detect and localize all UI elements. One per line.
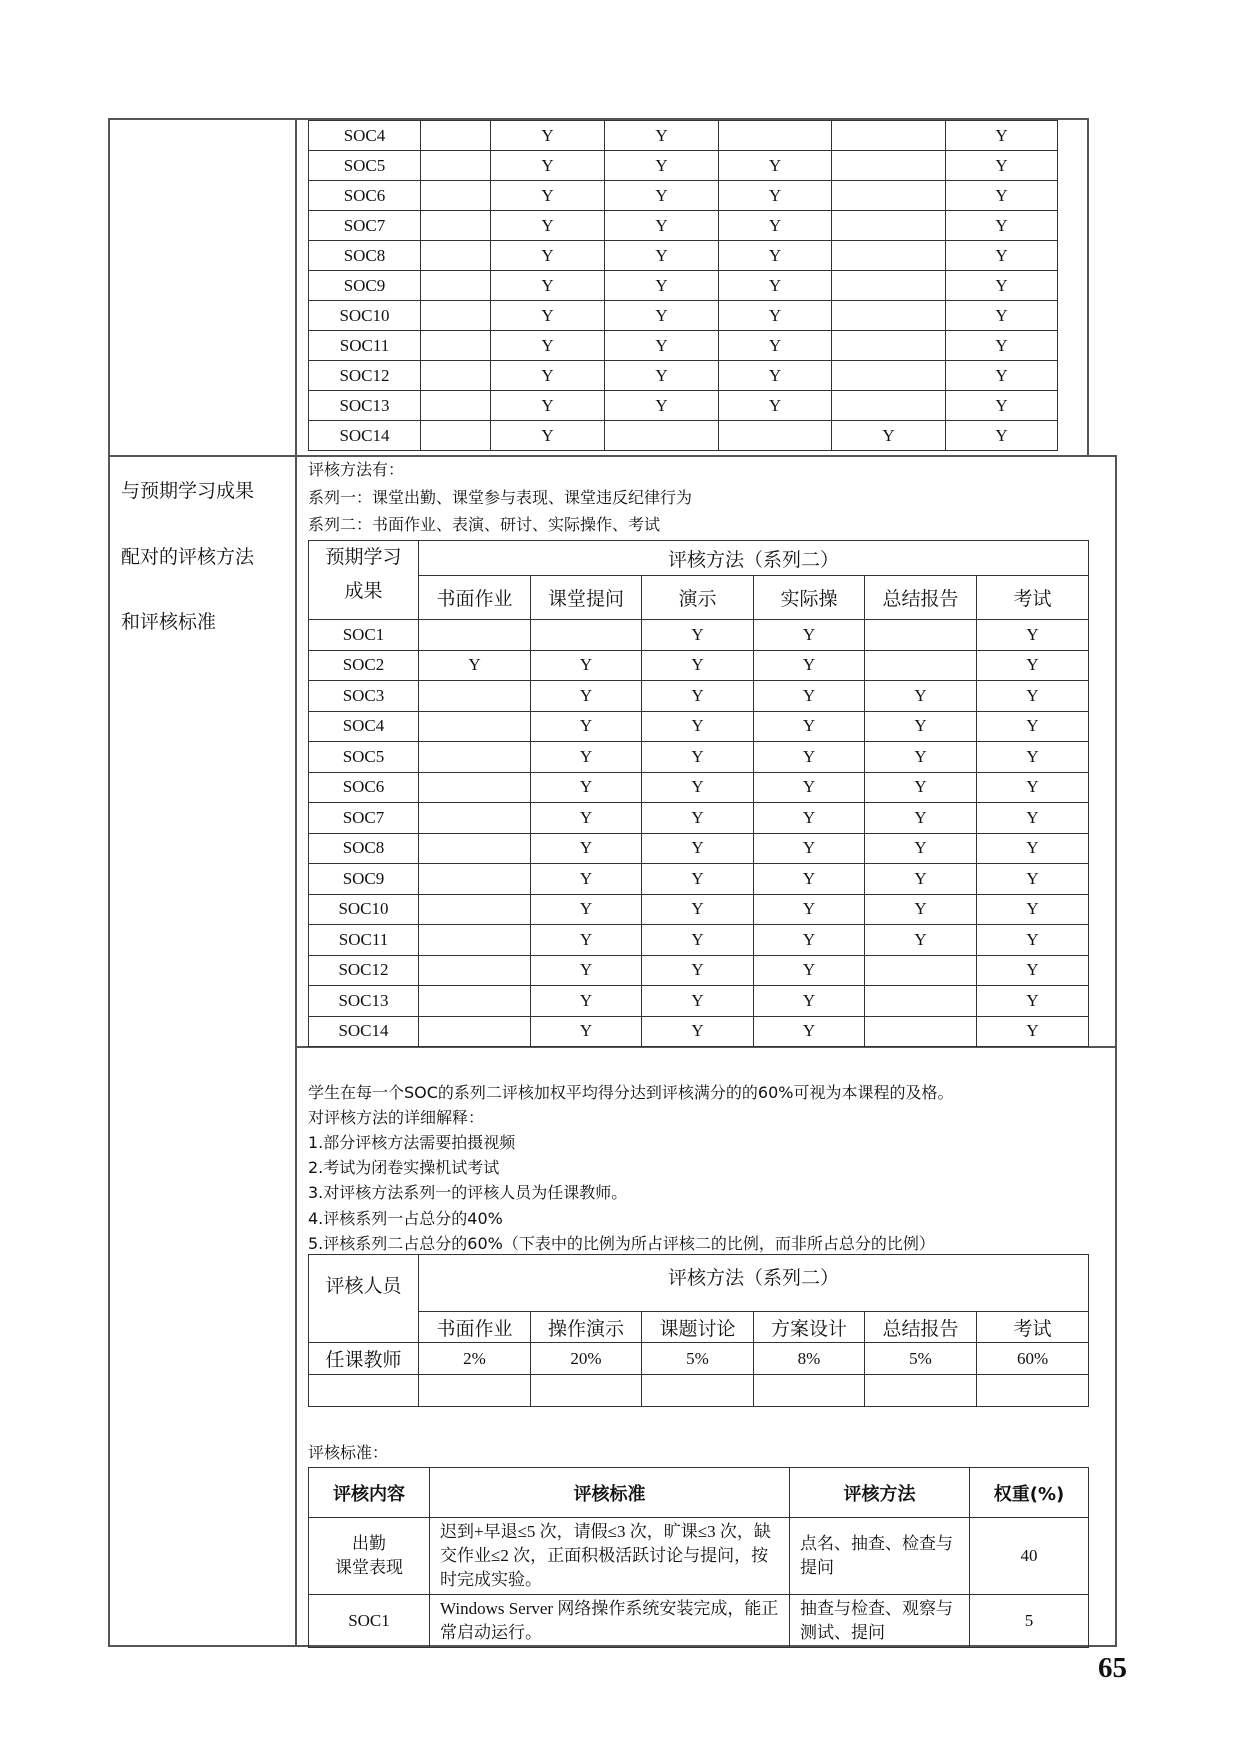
mark-cell — [419, 711, 531, 742]
mark-cell: Y — [946, 421, 1058, 451]
mark-cell: Y — [946, 301, 1058, 331]
table-row — [309, 1595, 1089, 1648]
criteria-table — [308, 1467, 1089, 1648]
soc-cell: SOC7 — [309, 803, 419, 834]
mark-cell — [605, 421, 719, 451]
mark-cell: Y — [977, 772, 1089, 803]
column-header: 演示 — [642, 576, 754, 620]
mark-cell: Y — [719, 181, 832, 211]
weight-cell: 40 — [970, 1518, 1089, 1595]
mark-cell: Y — [865, 833, 977, 864]
mark-cell: Y — [491, 241, 605, 271]
weight-cell: 8% — [754, 1343, 865, 1375]
mark-cell: Y — [605, 361, 719, 391]
mark-cell: Y — [642, 803, 754, 834]
table-row — [309, 711, 1089, 742]
mark-cell: Y — [531, 681, 642, 712]
mark-cell — [421, 331, 491, 361]
table-row — [309, 241, 1058, 271]
mark-cell: Y — [977, 742, 1089, 773]
methods-intro: 评核方法有： — [308, 460, 405, 479]
mark-cell: Y — [946, 331, 1058, 361]
weight-cell — [977, 1375, 1089, 1407]
column-header: 书面作业 — [419, 1312, 531, 1343]
mark-cell — [419, 833, 531, 864]
mark-cell — [421, 181, 491, 211]
note-line: 对评核方法的详细解释： — [308, 1108, 485, 1127]
mark-cell — [421, 421, 491, 451]
mark-cell: Y — [642, 1016, 754, 1047]
mark-cell — [832, 211, 946, 241]
mark-cell: Y — [977, 925, 1089, 956]
mark-cell — [419, 681, 531, 712]
mark-cell: Y — [531, 772, 642, 803]
weight-cell: 2% — [419, 1343, 531, 1375]
weight-cell — [419, 1375, 531, 1407]
note-line: 1.部分评核方法需要拍摄视频 — [308, 1133, 516, 1152]
soc-cell: SOC11 — [309, 331, 421, 361]
content-cell: 出勤 课堂表现 — [309, 1518, 430, 1595]
mark-cell — [421, 271, 491, 301]
mark-cell: Y — [754, 1016, 865, 1047]
note-line: 3.对评核方法系列一的评核人员为任课教师。 — [308, 1183, 628, 1202]
table-row — [309, 742, 1089, 773]
column-header: 课题讨论 — [642, 1312, 754, 1343]
mark-cell: Y — [865, 711, 977, 742]
frame-left — [108, 118, 110, 1647]
mark-cell — [832, 331, 946, 361]
soc-cell: SOC6 — [309, 181, 421, 211]
corner-line: 成果 — [344, 581, 383, 602]
column-header: 评核标准 — [430, 1468, 790, 1518]
column-header: 方案设计 — [754, 1312, 865, 1343]
mark-cell: Y — [719, 151, 832, 181]
section-label-line: 和评核标准 — [121, 611, 217, 633]
soc-cell: SOC4 — [309, 121, 421, 151]
weight-cell — [642, 1375, 754, 1407]
table-row — [309, 151, 1058, 181]
mark-cell: Y — [754, 803, 865, 834]
mark-cell — [719, 421, 832, 451]
mark-cell: Y — [531, 1016, 642, 1047]
weight-cell: 5% — [642, 1343, 754, 1375]
soc-cell: SOC6 — [309, 772, 419, 803]
column-header: 考试 — [977, 1312, 1089, 1343]
mark-cell: Y — [531, 650, 642, 681]
mark-cell — [419, 772, 531, 803]
role-cell — [309, 1375, 419, 1407]
soc-cell: SOC2 — [309, 650, 419, 681]
table-row — [309, 986, 1089, 1017]
soc-cell: SOC12 — [309, 955, 419, 986]
methods-series-one: 系列一：课堂出勤、课堂参与表现、课堂违反纪律行为 — [308, 488, 693, 507]
soc-cell: SOC10 — [309, 301, 421, 331]
corner-header — [309, 541, 419, 620]
table-row — [309, 772, 1089, 803]
table-row — [309, 833, 1089, 864]
mark-cell: Y — [642, 864, 754, 895]
soc-cell: SOC8 — [309, 241, 421, 271]
mark-cell: Y — [865, 742, 977, 773]
mark-cell — [865, 620, 977, 651]
mark-cell — [865, 650, 977, 681]
mark-cell: Y — [977, 681, 1089, 712]
weight-cell: 20% — [531, 1343, 642, 1375]
mark-cell: Y — [642, 955, 754, 986]
weight-corner: 评核人员 — [309, 1255, 419, 1343]
criteria-title: 评核标准： — [308, 1443, 389, 1462]
mark-cell: Y — [719, 271, 832, 301]
mark-cell — [832, 181, 946, 211]
mark-cell: Y — [605, 241, 719, 271]
soc-cell: SOC14 — [309, 421, 421, 451]
mark-cell — [419, 864, 531, 895]
weight-cell: 5 — [970, 1595, 1089, 1648]
mark-cell: Y — [719, 391, 832, 421]
soc-cell: SOC7 — [309, 211, 421, 241]
mark-cell: Y — [865, 772, 977, 803]
mark-cell — [865, 955, 977, 986]
mark-cell: Y — [605, 271, 719, 301]
table-row — [309, 421, 1058, 451]
mark-cell: Y — [977, 650, 1089, 681]
mark-cell: Y — [865, 894, 977, 925]
mark-cell: Y — [605, 211, 719, 241]
mark-cell: Y — [946, 211, 1058, 241]
table-row — [309, 121, 1058, 151]
mark-cell: Y — [531, 955, 642, 986]
page-number: 65 — [1098, 1652, 1127, 1684]
mark-cell: Y — [946, 361, 1058, 391]
soc-cell: SOC5 — [309, 742, 419, 773]
mark-cell — [832, 301, 946, 331]
column-header: 评核内容 — [309, 1468, 430, 1518]
weight-table — [308, 1254, 1089, 1407]
mark-cell — [421, 211, 491, 241]
mark-cell: Y — [491, 151, 605, 181]
table-row — [309, 650, 1089, 681]
soc-cell: SOC9 — [309, 271, 421, 301]
weight-cell — [754, 1375, 865, 1407]
mark-cell: Y — [491, 391, 605, 421]
mark-cell: Y — [491, 271, 605, 301]
mark-cell — [719, 121, 832, 151]
weight-cell — [865, 1375, 977, 1407]
mark-cell: Y — [977, 894, 1089, 925]
table-row — [309, 894, 1089, 925]
mark-cell — [421, 241, 491, 271]
mark-cell: Y — [865, 925, 977, 956]
mark-cell — [832, 361, 946, 391]
table-row — [309, 361, 1058, 391]
mark-cell: Y — [754, 772, 865, 803]
mark-cell: Y — [531, 864, 642, 895]
mark-cell — [419, 925, 531, 956]
method-cell: 抽查与检查、观察与测试、提问 — [790, 1595, 970, 1648]
column-header: 考试 — [977, 576, 1089, 620]
mark-cell — [419, 742, 531, 773]
mark-cell: Y — [946, 121, 1058, 151]
table-row — [309, 211, 1058, 241]
column-header: 总结报告 — [865, 576, 977, 620]
mark-cell: Y — [719, 331, 832, 361]
mark-cell: Y — [865, 681, 977, 712]
mark-cell — [419, 986, 531, 1017]
mark-cell — [832, 241, 946, 271]
mark-cell: Y — [642, 620, 754, 651]
weight-cell: 5% — [865, 1343, 977, 1375]
note-line: 5.评核系列二占总分的60%（下表中的比例为所占评核二的比例，而非所占总分的比例） — [308, 1234, 935, 1253]
corner-line: 预期学习 — [325, 547, 402, 568]
table-row — [309, 1375, 1089, 1407]
mark-cell: Y — [977, 803, 1089, 834]
mark-cell: Y — [754, 681, 865, 712]
weight-cell — [531, 1375, 642, 1407]
soc-cell: SOC14 — [309, 1016, 419, 1047]
mark-cell: Y — [605, 301, 719, 331]
table-row — [309, 1016, 1089, 1047]
mark-cell: Y — [491, 421, 605, 451]
soc-cell: SOC13 — [309, 986, 419, 1017]
mark-cell: Y — [531, 833, 642, 864]
soc-mapping-table-continued — [308, 120, 1058, 451]
soc-cell: SOC10 — [309, 894, 419, 925]
mark-cell: Y — [977, 864, 1089, 895]
frame-row-line — [108, 455, 1117, 457]
mark-cell: Y — [491, 301, 605, 331]
table-row — [309, 925, 1089, 956]
mark-cell: Y — [642, 833, 754, 864]
mark-cell: Y — [531, 986, 642, 1017]
mark-cell: Y — [754, 833, 865, 864]
note-line: 2.考试为闭卷实操机试考试 — [308, 1158, 500, 1177]
pass-note: 学生在每一个SOC的系列二评核加权平均得分达到评核满分的的60%可视为本课程的及格。 — [308, 1083, 954, 1102]
frame-right-1 — [1087, 118, 1089, 456]
soc-cell: SOC13 — [309, 391, 421, 421]
mark-cell — [531, 620, 642, 651]
mark-cell: Y — [754, 711, 865, 742]
mark-cell: Y — [977, 620, 1089, 651]
method-cell: 点名、抽查、检查与提问 — [790, 1518, 970, 1595]
mark-cell: Y — [865, 864, 977, 895]
mark-cell: Y — [491, 331, 605, 361]
mark-cell: Y — [531, 711, 642, 742]
mark-cell: Y — [531, 894, 642, 925]
weight-cell: 60% — [977, 1343, 1089, 1375]
group-header: 评核方法（系列二） — [419, 541, 1089, 576]
mark-cell — [419, 894, 531, 925]
mark-cell: Y — [531, 742, 642, 773]
table-row — [309, 391, 1058, 421]
note-line: 4.评核系列一占总分的40% — [308, 1209, 503, 1228]
mark-cell: Y — [642, 772, 754, 803]
mark-cell — [419, 803, 531, 834]
weight-group-header: 评核方法（系列二） — [419, 1255, 1089, 1312]
mark-cell — [421, 301, 491, 331]
table-row — [309, 803, 1089, 834]
column-header: 书面作业 — [419, 576, 531, 620]
soc-cell: SOC12 — [309, 361, 421, 391]
mark-cell — [419, 1016, 531, 1047]
mark-cell: Y — [491, 211, 605, 241]
mark-cell — [832, 121, 946, 151]
mark-cell: Y — [754, 650, 865, 681]
mark-cell: Y — [977, 955, 1089, 986]
mark-cell: Y — [642, 742, 754, 773]
mark-cell — [832, 271, 946, 301]
soc-cell: SOC11 — [309, 925, 419, 956]
column-header: 权重(%) — [970, 1468, 1089, 1518]
soc-cell: SOC3 — [309, 681, 419, 712]
mark-cell: Y — [754, 894, 865, 925]
soc-cell: SOC1 — [309, 620, 419, 651]
soc-cell: SOC5 — [309, 151, 421, 181]
mark-cell: Y — [419, 650, 531, 681]
mark-cell — [421, 391, 491, 421]
mark-cell — [832, 391, 946, 421]
column-header: 总结报告 — [865, 1312, 977, 1343]
mark-cell: Y — [642, 650, 754, 681]
mark-cell: Y — [605, 331, 719, 361]
mark-cell: Y — [754, 742, 865, 773]
mark-cell: Y — [946, 241, 1058, 271]
mark-cell: Y — [977, 986, 1089, 1017]
column-header: 课堂提问 — [531, 576, 642, 620]
mark-cell: Y — [977, 1016, 1089, 1047]
mark-cell: Y — [754, 986, 865, 1017]
mark-cell: Y — [605, 121, 719, 151]
mark-cell — [419, 620, 531, 651]
mark-cell: Y — [605, 391, 719, 421]
column-header: 操作演示 — [531, 1312, 642, 1343]
table-row — [309, 864, 1089, 895]
frame-divider — [295, 118, 297, 1647]
mark-cell: Y — [642, 681, 754, 712]
mark-cell: Y — [491, 361, 605, 391]
mark-cell: Y — [605, 151, 719, 181]
table-row — [309, 681, 1089, 712]
mark-cell: Y — [719, 211, 832, 241]
mark-cell: Y — [754, 620, 865, 651]
table-row — [309, 620, 1089, 651]
section-label-line: 配对的评核方法 — [121, 546, 255, 568]
soc-cell: SOC9 — [309, 864, 419, 895]
frame-right-2 — [1115, 455, 1117, 1647]
mark-cell: Y — [491, 121, 605, 151]
mark-cell — [421, 151, 491, 181]
soc-cell: SOC4 — [309, 711, 419, 742]
role-cell: 任课教师 — [309, 1343, 419, 1375]
mark-cell — [421, 361, 491, 391]
mark-cell: Y — [531, 803, 642, 834]
section-label-line: 与预期学习成果 — [121, 480, 255, 502]
mark-cell: Y — [832, 421, 946, 451]
mark-cell: Y — [754, 925, 865, 956]
mark-cell: Y — [642, 894, 754, 925]
mark-cell: Y — [605, 181, 719, 211]
mark-cell: Y — [531, 925, 642, 956]
column-header: 评核方法 — [790, 1468, 970, 1518]
mark-cell: Y — [946, 181, 1058, 211]
table-row — [309, 271, 1058, 301]
mark-cell: Y — [754, 955, 865, 986]
mark-cell: Y — [719, 241, 832, 271]
mark-cell — [832, 151, 946, 181]
mark-cell: Y — [642, 711, 754, 742]
soc-cell: SOC8 — [309, 833, 419, 864]
table-row — [309, 1343, 1089, 1375]
mark-cell: Y — [719, 361, 832, 391]
mark-cell: Y — [946, 391, 1058, 421]
mark-cell: Y — [865, 803, 977, 834]
standard-cell: 迟到+早退≤5 次，请假≤3 次，旷课≤3 次，缺交作业≤2 次，正面积极活跃讨论与提问，按时完成实验。 — [430, 1518, 790, 1595]
mark-cell — [419, 955, 531, 986]
standard-cell: Windows Server 网络操作系统安装完成，能正常启动运行。 — [430, 1595, 790, 1648]
column-header: 实际操 — [754, 576, 865, 620]
mark-cell: Y — [977, 711, 1089, 742]
mark-cell: Y — [642, 986, 754, 1017]
content-cell: SOC1 — [309, 1595, 430, 1648]
mark-cell: Y — [946, 151, 1058, 181]
mark-cell: Y — [946, 271, 1058, 301]
table-row — [309, 955, 1089, 986]
mark-cell: Y — [719, 301, 832, 331]
mark-cell: Y — [642, 925, 754, 956]
mark-cell: Y — [977, 833, 1089, 864]
mark-cell — [865, 986, 977, 1017]
table-row — [309, 331, 1058, 361]
table-row — [309, 181, 1058, 211]
mark-cell — [865, 1016, 977, 1047]
mark-cell — [421, 121, 491, 151]
method-mapping-table — [308, 540, 1089, 1047]
methods-series-two: 系列二：书面作业、表演、研讨、实际操作、考试 — [308, 515, 661, 534]
table-row — [309, 1518, 1089, 1595]
mark-cell: Y — [754, 864, 865, 895]
table-row — [309, 301, 1058, 331]
mark-cell: Y — [491, 181, 605, 211]
